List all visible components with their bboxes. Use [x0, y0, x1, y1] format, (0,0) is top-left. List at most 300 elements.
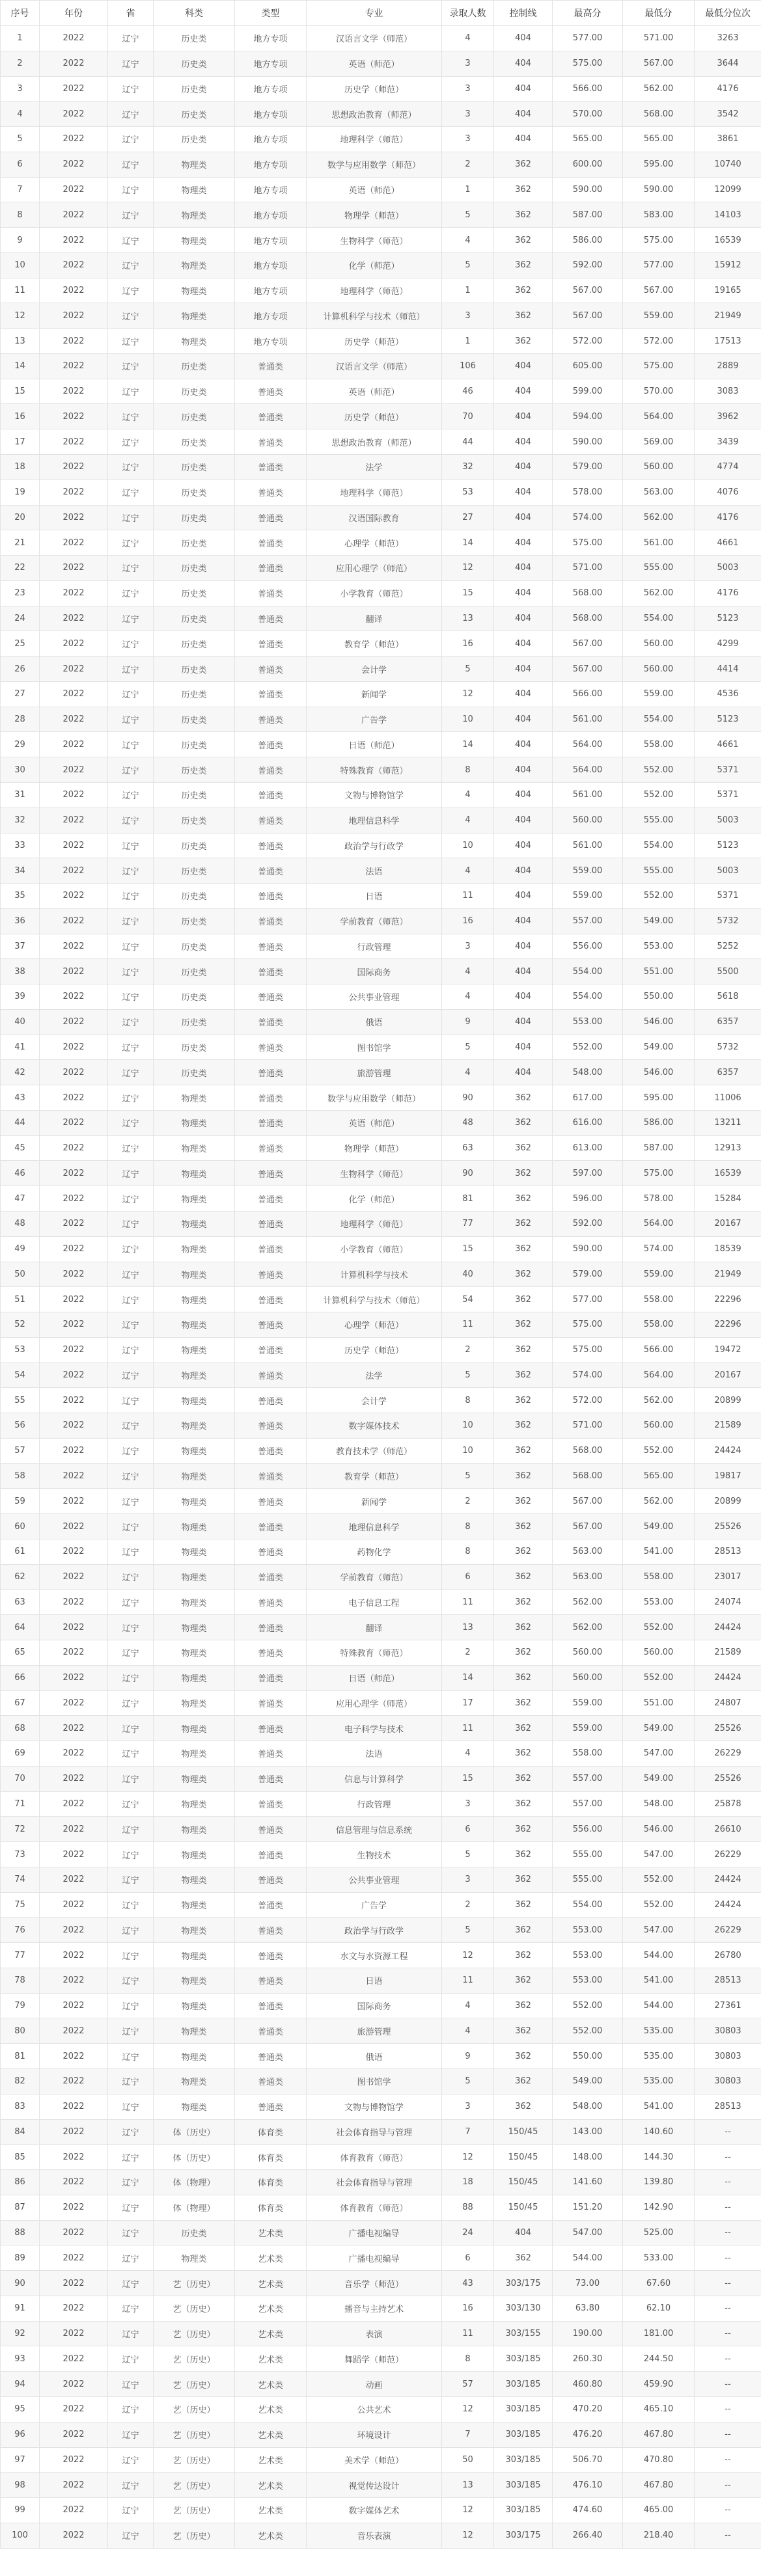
cell-seq: 6	[1, 152, 40, 177]
cell-min-rank: 5123	[695, 707, 761, 732]
cell-year: 2022	[40, 1186, 108, 1212]
cell-year: 2022	[40, 1943, 108, 1968]
cell-province: 辽宁	[108, 1211, 154, 1236]
cell-min-score: 554.00	[623, 833, 695, 858]
cell-min-rank: 3542	[695, 102, 761, 127]
cell-min-score: 562.00	[623, 1388, 695, 1413]
cell-control-line: 404	[494, 76, 553, 102]
column-header-province: 省	[108, 1, 154, 26]
cell-admitted: 27	[442, 505, 494, 530]
cell-subject: 物理类	[154, 1564, 235, 1590]
cell-province: 辽宁	[108, 1413, 154, 1439]
cell-major: 美术学（师范）	[307, 2447, 442, 2473]
cell-subject: 物理类	[154, 2044, 235, 2069]
cell-subject: 物理类	[154, 1665, 235, 1690]
cell-min-rank: 30803	[695, 2044, 761, 2069]
cell-admitted: 1	[442, 278, 494, 303]
cell-max-score: 555.00	[553, 1842, 623, 1867]
table-row	[1, 2069, 761, 2095]
cell-year: 2022	[40, 1035, 108, 1060]
cell-subject: 物理类	[154, 1262, 235, 1287]
cell-type: 普通类	[235, 782, 307, 807]
cell-province: 辽宁	[108, 631, 154, 657]
table-row	[1, 1489, 761, 1514]
cell-type: 普通类	[235, 1035, 307, 1060]
cell-major: 思想政治教育（师范）	[307, 102, 442, 127]
cell-subject: 物理类	[154, 1135, 235, 1161]
cell-seq: 33	[1, 833, 40, 858]
table-row	[1, 353, 761, 379]
cell-control-line: 404	[494, 429, 553, 455]
cell-min-score: 544.00	[623, 1943, 695, 1968]
cell-min-score: 571.00	[623, 26, 695, 51]
cell-max-score: 566.00	[553, 76, 623, 102]
cell-major: 地理科学（师范）	[307, 127, 442, 152]
cell-seq: 67	[1, 1690, 40, 1716]
cell-admitted: 11	[442, 884, 494, 909]
cell-province: 辽宁	[108, 404, 154, 429]
cell-province: 辽宁	[108, 1287, 154, 1312]
cell-admitted: 4	[442, 782, 494, 807]
cell-province: 辽宁	[108, 278, 154, 303]
cell-major: 动画	[307, 2372, 442, 2397]
cell-seq: 65	[1, 1640, 40, 1666]
cell-subject: 历史类	[154, 353, 235, 379]
cell-subject: 历史类	[154, 379, 235, 404]
cell-max-score: 587.00	[553, 202, 623, 228]
cell-min-score: 547.00	[623, 1842, 695, 1867]
cell-subject: 物理类	[154, 278, 235, 303]
cell-admitted: 12	[442, 2396, 494, 2422]
cell-seq: 4	[1, 102, 40, 127]
table-row	[1, 1514, 761, 1539]
cell-control-line: 362	[494, 1514, 553, 1539]
table-row	[1, 1791, 761, 1817]
cell-province: 辽宁	[108, 455, 154, 480]
cell-control-line: 362	[494, 1110, 553, 1135]
cell-type: 普通类	[235, 2018, 307, 2044]
cell-major: 视觉传达设计	[307, 2473, 442, 2498]
cell-year: 2022	[40, 530, 108, 556]
cell-min-score: 535.00	[623, 2044, 695, 2069]
table-row	[1, 782, 761, 807]
cell-major: 行政管理	[307, 1791, 442, 1817]
cell-min-score: 552.00	[623, 1665, 695, 1690]
cell-subject: 历史类	[154, 833, 235, 858]
cell-control-line: 404	[494, 580, 553, 606]
cell-subject: 物理类	[154, 1867, 235, 1892]
cell-province: 辽宁	[108, 1968, 154, 1993]
cell-admitted: 7	[442, 2119, 494, 2145]
cell-max-score: 562.00	[553, 1590, 623, 1615]
cell-min-score: 575.00	[623, 353, 695, 379]
cell-year: 2022	[40, 1968, 108, 1993]
cell-province: 辽宁	[108, 1060, 154, 1085]
cell-control-line: 362	[494, 1867, 553, 1892]
cell-max-score: 579.00	[553, 1262, 623, 1287]
cell-control-line: 404	[494, 984, 553, 1010]
table-row	[1, 177, 761, 202]
cell-max-score: 574.00	[553, 1363, 623, 1388]
cell-admitted: 5	[442, 1035, 494, 1060]
cell-min-rank: --	[695, 2119, 761, 2145]
cell-seq: 95	[1, 2396, 40, 2422]
column-header-year: 年份	[40, 1, 108, 26]
cell-max-score: 553.00	[553, 1918, 623, 1943]
cell-year: 2022	[40, 2271, 108, 2296]
cell-min-rank: 19472	[695, 1337, 761, 1363]
cell-min-score: 559.00	[623, 303, 695, 329]
cell-type: 艺术类	[235, 2473, 307, 2498]
cell-type: 普通类	[235, 1161, 307, 1186]
cell-subject: 物理类	[154, 252, 235, 278]
cell-province: 辽宁	[108, 2372, 154, 2397]
cell-seq: 15	[1, 379, 40, 404]
cell-min-score: 547.00	[623, 1741, 695, 1767]
cell-major: 数字媒体艺术	[307, 2498, 442, 2523]
cell-type: 普通类	[235, 1842, 307, 1867]
cell-admitted: 4	[442, 984, 494, 1010]
cell-major: 新闻学	[307, 681, 442, 707]
cell-year: 2022	[40, 1009, 108, 1035]
cell-min-rank: 25878	[695, 1791, 761, 1817]
cell-type: 普通类	[235, 1463, 307, 1489]
cell-major: 教育技术学（师范）	[307, 1438, 442, 1463]
cell-min-score: 554.00	[623, 707, 695, 732]
cell-subject: 历史类	[154, 26, 235, 51]
cell-min-score: 562.00	[623, 505, 695, 530]
cell-type: 普通类	[235, 631, 307, 657]
table-row	[1, 1943, 761, 1968]
cell-province: 辽宁	[108, 2396, 154, 2422]
cell-control-line: 362	[494, 1413, 553, 1439]
cell-max-score: 575.00	[553, 530, 623, 556]
cell-province: 辽宁	[108, 1262, 154, 1287]
cell-type: 普通类	[235, 1640, 307, 1666]
cell-type: 普通类	[235, 1186, 307, 1212]
cell-province: 辽宁	[108, 858, 154, 884]
cell-type: 地方专项	[235, 26, 307, 51]
cell-year: 2022	[40, 1211, 108, 1236]
cell-seq: 83	[1, 2094, 40, 2119]
cell-major: 英语（师范）	[307, 1110, 442, 1135]
cell-admitted: 4	[442, 858, 494, 884]
cell-province: 辽宁	[108, 127, 154, 152]
cell-major: 俄语	[307, 1009, 442, 1035]
cell-max-score: 547.00	[553, 2220, 623, 2245]
cell-max-score: 567.00	[553, 1489, 623, 1514]
cell-control-line: 404	[494, 959, 553, 984]
cell-seq: 31	[1, 782, 40, 807]
cell-province: 辽宁	[108, 2245, 154, 2271]
cell-subject: 物理类	[154, 152, 235, 177]
cell-type: 普通类	[235, 1993, 307, 2018]
cell-min-score: 546.00	[623, 1817, 695, 1842]
cell-type: 普通类	[235, 556, 307, 581]
cell-major: 日语（师范）	[307, 1665, 442, 1690]
cell-major: 地理科学（师范）	[307, 480, 442, 505]
cell-seq: 1	[1, 26, 40, 51]
cell-year: 2022	[40, 884, 108, 909]
cell-type: 地方专项	[235, 202, 307, 228]
cell-subject: 物理类	[154, 1842, 235, 1867]
cell-year: 2022	[40, 782, 108, 807]
cell-major: 播音与主持艺术	[307, 2296, 442, 2321]
cell-max-score: 474.60	[553, 2498, 623, 2523]
cell-major: 图书馆学	[307, 1035, 442, 1060]
cell-year: 2022	[40, 732, 108, 757]
cell-admitted: 15	[442, 1766, 494, 1791]
cell-min-score: 552.00	[623, 884, 695, 909]
table-row	[1, 1842, 761, 1867]
cell-subject: 物理类	[154, 329, 235, 354]
cell-admitted: 17	[442, 1690, 494, 1716]
cell-max-score: 590.00	[553, 177, 623, 202]
cell-admitted: 10	[442, 833, 494, 858]
cell-min-rank: 20899	[695, 1388, 761, 1413]
cell-min-rank: 24424	[695, 1665, 761, 1690]
cell-province: 辽宁	[108, 102, 154, 127]
cell-admitted: 8	[442, 757, 494, 783]
table-row	[1, 2372, 761, 2397]
cell-year: 2022	[40, 2094, 108, 2119]
cell-subject: 历史类	[154, 732, 235, 757]
cell-control-line: 404	[494, 2220, 553, 2245]
cell-year: 2022	[40, 1690, 108, 1716]
cell-min-score: 565.00	[623, 127, 695, 152]
cell-seq: 24	[1, 606, 40, 631]
cell-max-score: 565.00	[553, 127, 623, 152]
table-row	[1, 127, 761, 152]
table-row	[1, 1741, 761, 1767]
cell-province: 辽宁	[108, 1615, 154, 1640]
cell-year: 2022	[40, 631, 108, 657]
cell-min-score: 564.00	[623, 1363, 695, 1388]
cell-seq: 80	[1, 2018, 40, 2044]
table-row	[1, 2245, 761, 2271]
cell-seq: 3	[1, 76, 40, 102]
cell-control-line: 404	[494, 51, 553, 76]
table-row	[1, 2396, 761, 2422]
cell-min-rank: 5003	[695, 807, 761, 833]
cell-max-score: 568.00	[553, 1463, 623, 1489]
cell-type: 普通类	[235, 884, 307, 909]
cell-min-rank: 3962	[695, 404, 761, 429]
cell-min-score: 541.00	[623, 1968, 695, 1993]
cell-control-line: 362	[494, 1363, 553, 1388]
table-row	[1, 1312, 761, 1338]
cell-max-score: 572.00	[553, 329, 623, 354]
table-row	[1, 228, 761, 253]
cell-max-score: 579.00	[553, 455, 623, 480]
cell-seq: 56	[1, 1413, 40, 1439]
cell-seq: 9	[1, 228, 40, 253]
cell-subject: 物理类	[154, 177, 235, 202]
cell-admitted: 16	[442, 908, 494, 934]
cell-seq: 64	[1, 1615, 40, 1640]
cell-min-score: 562.00	[623, 76, 695, 102]
cell-major: 广播电视编导	[307, 2245, 442, 2271]
cell-admitted: 11	[442, 1590, 494, 1615]
cell-type: 普通类	[235, 959, 307, 984]
cell-province: 辽宁	[108, 1110, 154, 1135]
cell-seq: 49	[1, 1236, 40, 1262]
cell-min-rank: --	[695, 2145, 761, 2170]
table-header	[1, 1, 761, 26]
cell-max-score: 566.00	[553, 681, 623, 707]
cell-min-score: 552.00	[623, 782, 695, 807]
cell-control-line: 362	[494, 1085, 553, 1111]
cell-province: 辽宁	[108, 908, 154, 934]
cell-major: 药物化学	[307, 1539, 442, 1564]
cell-max-score: 63.80	[553, 2296, 623, 2321]
cell-type: 普通类	[235, 1060, 307, 1085]
cell-year: 2022	[40, 1085, 108, 1111]
cell-type: 艺术类	[235, 2498, 307, 2523]
cell-min-score: 570.00	[623, 379, 695, 404]
cell-seq: 81	[1, 2044, 40, 2069]
cell-subject: 物理类	[154, 1438, 235, 1463]
cell-min-rank: 21949	[695, 303, 761, 329]
cell-province: 辽宁	[108, 1035, 154, 1060]
cell-major: 日语	[307, 1968, 442, 1993]
cell-max-score: 567.00	[553, 278, 623, 303]
cell-subject: 物理类	[154, 1993, 235, 2018]
cell-max-score: 559.00	[553, 1690, 623, 1716]
cell-min-score: 549.00	[623, 1766, 695, 1791]
cell-subject: 历史类	[154, 757, 235, 783]
cell-max-score: 552.00	[553, 1993, 623, 2018]
cell-min-rank: 5371	[695, 782, 761, 807]
cell-min-rank: 28513	[695, 2094, 761, 2119]
cell-year: 2022	[40, 2447, 108, 2473]
cell-control-line: 303/185	[494, 2422, 553, 2447]
cell-control-line: 362	[494, 1892, 553, 1918]
cell-min-score: 595.00	[623, 152, 695, 177]
cell-admitted: 14	[442, 1665, 494, 1690]
cell-control-line: 362	[494, 2245, 553, 2271]
cell-admitted: 4	[442, 1060, 494, 1085]
cell-control-line: 404	[494, 26, 553, 51]
cell-min-score: 558.00	[623, 1312, 695, 1338]
cell-min-score: 244.50	[623, 2346, 695, 2372]
cell-seq: 10	[1, 252, 40, 278]
cell-min-rank: 5500	[695, 959, 761, 984]
cell-control-line: 404	[494, 657, 553, 682]
cell-year: 2022	[40, 1110, 108, 1135]
table-row	[1, 2094, 761, 2119]
cell-type: 普通类	[235, 1918, 307, 1943]
cell-seq: 43	[1, 1085, 40, 1111]
cell-major: 应用心理学（师范）	[307, 1690, 442, 1716]
cell-seq: 66	[1, 1665, 40, 1690]
cell-province: 辽宁	[108, 202, 154, 228]
cell-seq: 25	[1, 631, 40, 657]
cell-subject: 物理类	[154, 1943, 235, 1968]
cell-subject: 物理类	[154, 1211, 235, 1236]
cell-subject: 历史类	[154, 76, 235, 102]
cell-year: 2022	[40, 908, 108, 934]
cell-province: 辽宁	[108, 1388, 154, 1413]
table-row	[1, 1009, 761, 1035]
table-row	[1, 505, 761, 530]
cell-seq: 11	[1, 278, 40, 303]
cell-min-score: 560.00	[623, 657, 695, 682]
cell-min-rank: 10740	[695, 152, 761, 177]
cell-control-line: 362	[494, 1539, 553, 1564]
cell-subject: 物理类	[154, 1236, 235, 1262]
cell-min-rank: 21949	[695, 1262, 761, 1287]
cell-min-rank: 5123	[695, 606, 761, 631]
cell-subject: 物理类	[154, 2018, 235, 2044]
cell-seq: 20	[1, 505, 40, 530]
cell-province: 辽宁	[108, 1514, 154, 1539]
cell-min-score: 555.00	[623, 858, 695, 884]
cell-type: 地方专项	[235, 127, 307, 152]
cell-major: 表演	[307, 2321, 442, 2346]
cell-type: 普通类	[235, 908, 307, 934]
cell-admitted: 81	[442, 1186, 494, 1212]
cell-control-line: 362	[494, 1438, 553, 1463]
cell-seq: 14	[1, 353, 40, 379]
cell-control-line: 362	[494, 228, 553, 253]
cell-province: 辽宁	[108, 1918, 154, 1943]
cell-subject: 历史类	[154, 51, 235, 76]
cell-seq: 39	[1, 984, 40, 1010]
cell-admitted: 88	[442, 2195, 494, 2220]
cell-type: 普通类	[235, 833, 307, 858]
cell-max-score: 559.00	[553, 884, 623, 909]
cell-min-score: 465.10	[623, 2396, 695, 2422]
cell-min-rank: 17513	[695, 329, 761, 354]
cell-major: 广告学	[307, 707, 442, 732]
table-row	[1, 1817, 761, 1842]
cell-seq: 44	[1, 1110, 40, 1135]
cell-seq: 71	[1, 1791, 40, 1817]
cell-min-rank: 26229	[695, 1741, 761, 1767]
cell-min-rank: --	[695, 2422, 761, 2447]
column-header-type: 类型	[235, 1, 307, 26]
cell-seq: 93	[1, 2346, 40, 2372]
cell-year: 2022	[40, 455, 108, 480]
cell-seq: 42	[1, 1060, 40, 1085]
cell-max-score: 563.00	[553, 1539, 623, 1564]
cell-admitted: 6	[442, 1564, 494, 1590]
cell-subject: 艺（历史）	[154, 2271, 235, 2296]
cell-major: 电子信息工程	[307, 1590, 442, 1615]
cell-admitted: 12	[442, 681, 494, 707]
cell-year: 2022	[40, 202, 108, 228]
cell-min-rank: 24807	[695, 1690, 761, 1716]
cell-max-score: 557.00	[553, 1791, 623, 1817]
column-header-min-score: 最低分	[623, 1, 695, 26]
cell-seq: 46	[1, 1161, 40, 1186]
cell-year: 2022	[40, 1514, 108, 1539]
cell-major: 广告学	[307, 1892, 442, 1918]
cell-year: 2022	[40, 2523, 108, 2548]
cell-min-score: 560.00	[623, 1413, 695, 1439]
cell-year: 2022	[40, 379, 108, 404]
cell-max-score: 613.00	[553, 1135, 623, 1161]
cell-major: 法语	[307, 1741, 442, 1767]
table-row	[1, 1413, 761, 1439]
cell-admitted: 5	[442, 1918, 494, 1943]
cell-seq: 2	[1, 51, 40, 76]
cell-control-line: 404	[494, 833, 553, 858]
table-row	[1, 984, 761, 1010]
cell-type: 普通类	[235, 1489, 307, 1514]
cell-major: 数字媒体技术	[307, 1413, 442, 1439]
